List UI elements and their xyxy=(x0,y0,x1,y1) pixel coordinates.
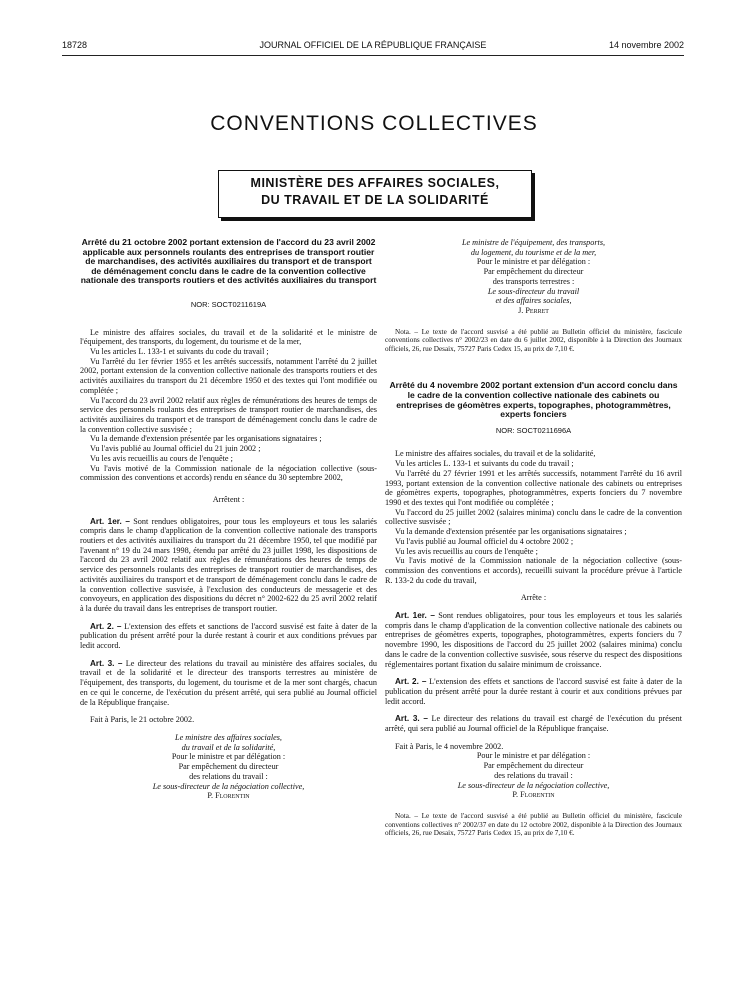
arrete1-nor: NOR: SOCT0211619A xyxy=(190,299,267,309)
article-text: L'extension des effets et sanctions de l'accord susvisé est faite à dater de la publication du présent arrêté pour la durée restant à courir et aux conditions prévues par ledit accord. xyxy=(385,677,683,706)
arrete1-visa: Le ministre des affaires sociales, du travail et de la solidarité et le ministre de l'équipement, des transports, du logement, du tourisme et de la mer, xyxy=(80,327,377,347)
arrete2-visa: Le ministre des affaires sociales, du travail et de la solidarité, xyxy=(395,449,596,459)
article-text: Sont rendues obligatoires, pour tous les employeurs et tous les salariés compris dans le champ d'application de la convention collective nationale des transports routiers et des activités auxiliaires du transport du 21 décembre 1950, tel que modifié par l'avenant n° 19 du 24 mars 1998, étendu par arrêté du 23 juillet 1998, les dispositions de l'accord du 23 avril 2002 relatif aux règles de rémunérations des heures de temps de service des personnels roulants des entreprises de transport routier de marchandises, des activités auxiliaires du transport et de transport de déménagement conclu dans le cadre de la convention collective susvisée, à l'exclusion des conducteurs de messagerie et des convoyeurs, en application des dispositions du décret n° 2002-622 du 25 avril 2002 relatif à la durée du travail dans les entreprises de transport routier. xyxy=(80,516,377,613)
signature-line: des transports terrestres : xyxy=(492,276,575,286)
arrete2-article-3 xyxy=(385,714,682,733)
signature-line: des relations du travail : xyxy=(189,771,268,781)
article-label: Art. 2. – xyxy=(395,677,427,687)
arrete1-article-3 xyxy=(80,659,377,708)
arrete1-visa: Vu la demande d'extension présentée par les organisations signataires ; xyxy=(90,434,322,444)
signature-line: Par empêchement du directeur xyxy=(483,761,584,771)
signatory-name: J. Perret xyxy=(518,305,549,315)
arrete2-arrete: Arrête : xyxy=(520,593,547,603)
arrete2-signature xyxy=(385,751,682,800)
arrete1-signature-2 xyxy=(385,238,682,316)
arrete2-visa: Vu l'avis publié au Journal officiel du 4 octobre 2002 ; xyxy=(395,536,574,546)
article-label: Art. 3. – xyxy=(395,714,428,724)
arrete2-nota: Nota. – Le texte de l'accord susvisé a été publié au Bulletin officiel du ministère, fascicule conventions collectives n° 2002/37 en date du 12 octobre 2002, disponible à la Direction des Journaux officiels, 26, rue Desaix, 75727 Paris Cedex 15, au prix de 7,10 €. xyxy=(385,811,682,838)
signature-line: Par empêchement du directeur xyxy=(483,267,584,277)
arrete2-article-1 xyxy=(385,611,682,669)
arrete1-fait: Fait à Paris, le 21 octobre 2002. xyxy=(90,715,195,725)
arrete2-visa: Vu la demande d'extension présentée par les organisations signataires ; xyxy=(395,527,627,537)
article-label: Art. 2. – xyxy=(90,621,122,631)
arrete2-visa: Vu l'accord du 25 juillet 2002 (salaires minima) conclu dans le cadre de la convention collective susvisée ; xyxy=(385,507,682,527)
article-text: L'extension des effets et sanctions de l'accord susvisé est faite à dater de la publication du présent arrêté pour la durée restant à courir et aux conditions prévues par ledit accord. xyxy=(80,621,378,651)
arrete1-signature-1 xyxy=(80,733,377,801)
signatory-name: P. Florentin xyxy=(207,791,250,801)
page-header xyxy=(62,40,684,54)
ministry-box xyxy=(218,170,532,218)
arrete1-arretent: Arrêtent : xyxy=(212,494,245,504)
signature-line: Le sous-directeur de la négociation collective, xyxy=(457,780,610,790)
signatory-name: P. Florentin xyxy=(512,790,555,800)
arrete2-visa: Vu les articles L. 133-1 et suivants du code du travail ; xyxy=(395,459,574,469)
arrete2-fait: Fait à Paris, le 4 novembre 2002. xyxy=(395,741,504,751)
right-column xyxy=(385,238,682,838)
signature-line: Le sous-directeur du travail xyxy=(487,286,580,296)
article-label: Art. 1er. – xyxy=(90,516,130,526)
arrete1-visa: Vu l'avis motivé de la Commission nationale de la négociation collective (sous-commission des conventions et accords) rendu en séance du 30 septembre 2002, xyxy=(80,463,377,483)
signature-line: Le ministre des affaires sociales, xyxy=(175,732,282,742)
article-label: Art. 1er. – xyxy=(395,611,435,621)
arrete2-nor: NOR: SOCT0211696A xyxy=(495,425,572,435)
arrete2-title: Arrêté du 4 novembre 2002 portant extension d'un accord conclu dans le cadre de la convention collective nationale des cabinets ou entreprises de géomètres experts, topographes, photogrammètres, experts fonciers xyxy=(389,380,678,420)
signature-line: Le sous-directeur de la négociation collective, xyxy=(152,781,305,791)
signature-line: et des affaires sociales, xyxy=(495,296,572,306)
issue-date: 14 novembre 2002 xyxy=(608,40,684,50)
header-divider xyxy=(62,55,684,56)
arrete1-visa: Vu les articles L. 133-1 et suivants du code du travail ; xyxy=(90,347,269,357)
signature-line: Le ministre de l'équipement, des transports, xyxy=(461,238,606,247)
signature-line: Par empêchement du directeur xyxy=(178,762,279,772)
arrete2-visa: Vu l'avis motivé de la Commission nationale de la négociation collective (sous-commission des conventions et accords), recueilli suivant la procédure prévue à l'article R. 133-2 du code du travail, xyxy=(385,556,682,585)
signature-line: Pour le ministre et par délégation : xyxy=(476,751,591,761)
signature-line: du logement, du tourisme et de la mer, xyxy=(470,247,597,257)
signature-line: des relations du travail : xyxy=(494,770,573,780)
article-text: Sont rendues obligatoires, pour tous les employeurs et tous les salariés compris dans le champ d'application de la convention collective nationale des cabinets ou entreprises de géomètres experts, topographes, photogrammètres, experts fonciers du 7 novembre 1990, les dispositions de l'accord du 25 juillet 2002 (salaires minima) conclu dans le cadre de la convention collective susvisée, sous réserve du respect des dispositions réglementaires portant fixation du salaire minimum de croissance. xyxy=(385,611,682,669)
arrete1-visa: Vu les avis recueillis au cours de l'enquête ; xyxy=(90,453,233,463)
arrete1-article-1 xyxy=(80,517,377,614)
signature-line: Pour le ministre et par délégation : xyxy=(171,752,286,762)
arrete2-visa: Vu l'arrêté du 27 février 1991 et les arrêtés successifs, notamment l'arrêté du 16 avril 1993, portant extension de la convention collective nationale des cabinets ou entreprises de géomètres experts, topographes, photogrammètres, experts fonciers du 7 novembre 1990 et des textes qui l'ont modifiée ou complétée ; xyxy=(385,468,682,507)
journal-title: JOURNAL OFFICIEL DE LA RÉPUBLIQUE FRANÇAISE xyxy=(259,40,487,50)
arrete1-visa: Vu l'accord du 23 avril 2002 relatif aux règles de rémunérations des heures de temps de service des personnels roulants des entreprises de transport routier de marchandises, des activités auxiliaires du transport et de transport de déménagement conclu dans le cadre de la convention collective susvisée ; xyxy=(80,395,377,434)
arrete1-visa: Vu l'arrêté du 1er février 1955 et les arrêtés successifs, notamment l'arrêté du 2 juillet 2002, portant extension de la convention collective nationale des transports routiers et des activités auxiliaires du transport du 21 décembre 1950 et des textes qui l'ont modifiée ou complétée ; xyxy=(80,356,377,395)
ministry-line-2: DU TRAVAIL ET DE LA SOLIDARITÉ xyxy=(261,193,489,207)
article-label: Art. 3. – xyxy=(90,658,123,668)
signature-line: Pour le ministre et par délégation : xyxy=(476,257,591,267)
article-text: Le directeur des relations du travail est chargé de l'exécution du présent arrêté, qui sera publié au Journal officiel de la République française. xyxy=(385,714,682,734)
arrete1-title: Arrêté du 21 octobre 2002 portant extension de l'accord du 23 avril 2002 applicable aux personnels roulants des entreprises de transport routier de marchandises, des activités auxiliaires du transport et de transport de déménagement conclu dans le cadre de la convention collective nationale des transports routiers et des activités auxiliaires du transport xyxy=(80,237,377,286)
arrete1-article-2 xyxy=(80,622,377,651)
signature-line: du travail et de la solidarité, xyxy=(181,742,276,752)
arrete1-nota: Nota. – Le texte de l'accord susvisé a été publié au Bulletin officiel du ministère, fascicule conventions collectives n° 2002/23 en date du 6 juillet 2002, disponible à la Direction des Journaux officiels, 26, rue Desaix, 75727 Paris Cedex 15, au prix de 7,10 €. xyxy=(385,327,682,353)
article-text: Le directeur des relations du travail au ministère des affaires sociales, du travail et de la solidarité et le directeur des transports terrestres au ministère de l'équipement, des transports, du logement, du tourisme et de la mer sont chargés, chacun en ce qui le concerne, de l'exécution du présent arrêté, qui sera publié au Journal officiel de la République française. xyxy=(80,658,377,707)
section-title: CONVENTIONS COLLECTIVES xyxy=(210,112,538,135)
page-number: 18728 xyxy=(62,40,88,50)
ministry-line-1: MINISTÈRE DES AFFAIRES SOCIALES, xyxy=(250,176,500,190)
arrete1-visa: Vu l'avis publié au Journal officiel du 21 juin 2002 ; xyxy=(90,444,261,454)
arrete2-article-2 xyxy=(385,677,682,706)
left-column xyxy=(80,238,377,801)
arrete2-visa: Vu les avis recueillis au cours de l'enquête ; xyxy=(395,546,538,556)
